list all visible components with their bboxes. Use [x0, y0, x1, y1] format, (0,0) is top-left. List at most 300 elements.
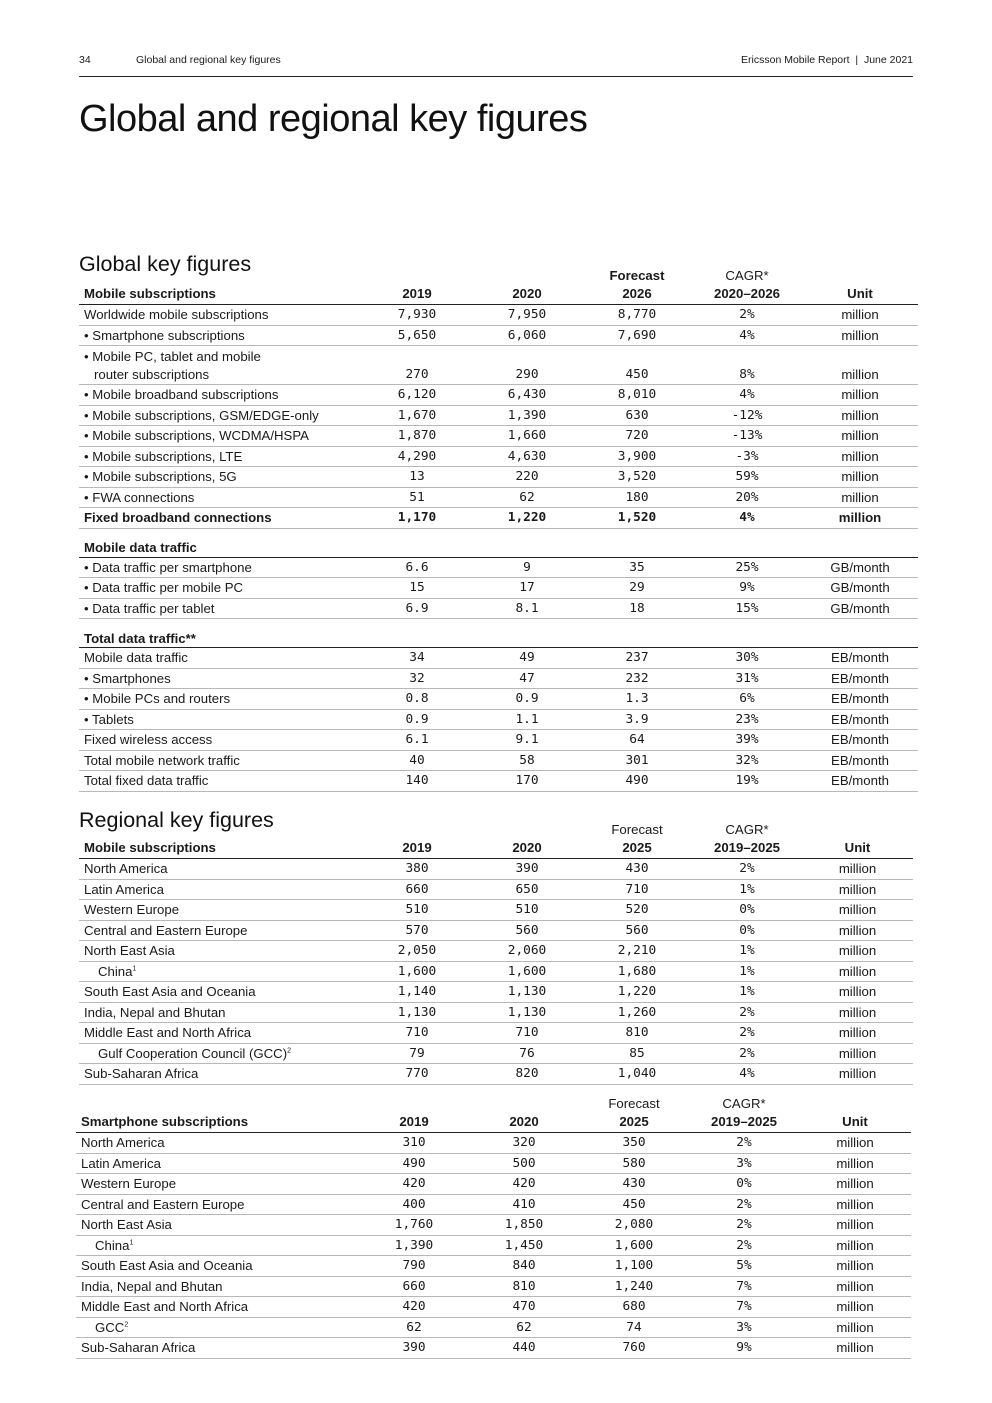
- table-row: [79, 750, 918, 771]
- cagr-range: 2020–2026: [713, 286, 780, 301]
- row-label-text: India, Nepal and Bhutan: [81, 1278, 223, 1294]
- row-label: [79, 487, 362, 508]
- cell-year-1: 5,650: [362, 325, 472, 346]
- cell-year-2: 290: [472, 346, 582, 385]
- cell-unit: million: [802, 305, 918, 326]
- cell-year-2: 17: [472, 578, 582, 599]
- table-row: [79, 426, 918, 447]
- cell-year-1: 62: [359, 1317, 469, 1338]
- row-label-text: China: [98, 963, 133, 979]
- row-label-text: Sub-Saharan Africa: [81, 1340, 196, 1356]
- row-label-text: North East Asia: [81, 1217, 172, 1233]
- cell-year-2: 390: [472, 859, 582, 880]
- cell-year-2: 470: [469, 1297, 579, 1318]
- cell-year-1: 490: [359, 1153, 469, 1174]
- cell-year-2: 1,130: [472, 982, 582, 1003]
- row-label-text: • Data traffic per tablet: [84, 600, 215, 616]
- cell-year-1: 770: [362, 1064, 472, 1085]
- cell-cagr: 0%: [689, 1174, 799, 1195]
- mobile-data-traffic-subheading: [79, 528, 918, 557]
- table-row: [79, 1023, 913, 1044]
- regional-key-figures-heading: Regional key figures: [79, 808, 274, 832]
- column-header-year-2: 2020: [469, 1095, 579, 1133]
- cell-year-1: 40: [362, 750, 472, 771]
- column-header-cagr: [692, 267, 802, 305]
- row-label: [76, 1215, 359, 1236]
- cell-forecast: 8,010: [582, 385, 692, 406]
- cell-unit: million: [799, 1297, 911, 1318]
- cell-forecast: 237: [582, 648, 692, 669]
- row-label-text: South East Asia and Oceania: [84, 984, 256, 1000]
- cell-unit: EB/month: [802, 689, 918, 710]
- table-row: [76, 1153, 911, 1174]
- row-label-text: Gulf Cooperation Council (GCC): [98, 1045, 288, 1061]
- table-row: [79, 982, 913, 1003]
- cell-forecast: 430: [582, 859, 692, 880]
- column-header-year-1: 2019: [359, 1095, 469, 1133]
- table-row: [79, 709, 918, 730]
- cell-cagr: 2%: [692, 1023, 802, 1044]
- row-label: [79, 325, 362, 346]
- cell-unit: million: [799, 1194, 911, 1215]
- cagr-label: CAGR*: [725, 268, 769, 283]
- row-label: [79, 879, 362, 900]
- cell-year-2: 76: [472, 1043, 582, 1064]
- footnote-marker: 2: [124, 1321, 129, 1329]
- cell-cagr: 4%: [692, 508, 802, 529]
- table-row: [79, 668, 918, 689]
- column-header-forecast: [579, 1095, 689, 1133]
- column-header-year-1: 2019: [362, 821, 472, 859]
- forecast-label: Forecast: [611, 822, 663, 837]
- cell-year-1: 380: [362, 859, 472, 880]
- table-row: [76, 1215, 911, 1236]
- column-header-label: Mobile subscriptions: [79, 821, 362, 859]
- cell-year-1: 32: [362, 668, 472, 689]
- cell-forecast: 720: [582, 426, 692, 447]
- row-label: [79, 446, 362, 467]
- column-header-unit: Unit: [802, 821, 913, 859]
- column-header-year-1: 2019: [362, 267, 472, 305]
- row-label: [79, 709, 362, 730]
- cell-year-1: 1,130: [362, 1002, 472, 1023]
- cell-forecast: 7,690: [582, 325, 692, 346]
- cell-cagr: 1%: [692, 941, 802, 962]
- cell-forecast: 35: [582, 557, 692, 578]
- row-label-text: • Data traffic per smartphone: [84, 559, 252, 575]
- row-label: [79, 689, 362, 710]
- table-row: [79, 305, 918, 326]
- cell-forecast: 18: [582, 598, 692, 619]
- cell-year-2: 9.1: [472, 730, 582, 751]
- cell-forecast: 1,680: [582, 961, 692, 982]
- cell-forecast: 450: [582, 346, 692, 385]
- cell-cagr: 15%: [692, 598, 802, 619]
- cell-cagr: 3%: [689, 1317, 799, 1338]
- column-header-label: Mobile subscriptions: [79, 267, 362, 305]
- row-label-continued: router subscriptions: [94, 367, 210, 382]
- cell-forecast: 1,240: [579, 1276, 689, 1297]
- cell-unit: million: [802, 879, 913, 900]
- report-name: Ericsson Mobile Report | June 2021: [741, 54, 913, 66]
- table-row: [79, 961, 913, 982]
- cell-year-2: 510: [472, 900, 582, 921]
- cell-year-2: 1,850: [469, 1215, 579, 1236]
- cell-year-1: 6.1: [362, 730, 472, 751]
- row-label-text: Worldwide mobile subscriptions: [84, 307, 269, 323]
- cell-year-1: 660: [362, 879, 472, 900]
- cell-year-2: 7,950: [472, 305, 582, 326]
- cell-cagr: 39%: [692, 730, 802, 751]
- cell-unit: million: [802, 859, 913, 880]
- cell-cagr: 25%: [692, 557, 802, 578]
- table-row: [79, 1043, 913, 1064]
- cell-unit: million: [799, 1317, 911, 1338]
- cell-forecast: 810: [582, 1023, 692, 1044]
- cell-forecast: 1,040: [582, 1064, 692, 1085]
- cagr-range: 2019–2025: [710, 1114, 777, 1129]
- cell-unit: GB/month: [802, 557, 918, 578]
- cell-forecast: 64: [582, 730, 692, 751]
- cell-cagr: -13%: [692, 426, 802, 447]
- cell-cagr: 3%: [689, 1153, 799, 1174]
- cell-forecast: 520: [582, 900, 692, 921]
- cell-year-1: 1,600: [362, 961, 472, 982]
- cell-forecast: 8,770: [582, 305, 692, 326]
- row-label: [79, 900, 362, 921]
- cell-cagr: 32%: [692, 750, 802, 771]
- table-row: [79, 557, 918, 578]
- cell-year-1: 1,170: [362, 508, 472, 529]
- row-label-text: • Mobile subscriptions, GSM/EDGE-only: [84, 407, 319, 423]
- cell-forecast: 85: [582, 1043, 692, 1064]
- cell-cagr: 4%: [692, 1064, 802, 1085]
- cell-cagr: 7%: [689, 1276, 799, 1297]
- cell-unit: million: [799, 1256, 911, 1277]
- cell-cagr: 19%: [692, 771, 802, 792]
- total-data-traffic-subheading-label: Total data traffic**: [79, 619, 918, 648]
- table-row: [79, 879, 913, 900]
- cell-year-2: 440: [469, 1338, 579, 1359]
- row-label-text: • Mobile PC, tablet and mobile: [84, 349, 261, 364]
- cell-cagr: 4%: [692, 385, 802, 406]
- footnote-marker: 1: [129, 1239, 134, 1247]
- cell-year-1: 400: [359, 1194, 469, 1215]
- row-label: [79, 598, 362, 619]
- cell-cagr: 2%: [689, 1235, 799, 1256]
- cell-unit: million: [802, 920, 913, 941]
- column-header-year-2: 2020: [472, 267, 582, 305]
- cell-forecast: 1,520: [582, 508, 692, 529]
- cell-unit: million: [799, 1276, 911, 1297]
- column-header-year-2: 2020: [472, 821, 582, 859]
- cell-unit: million: [802, 1002, 913, 1023]
- cell-unit: million: [802, 1064, 913, 1085]
- row-label-text: • Tablets: [84, 711, 134, 727]
- table-row: [79, 598, 918, 619]
- cell-year-2: 710: [472, 1023, 582, 1044]
- cell-unit: million: [799, 1235, 911, 1256]
- cell-cagr: 59%: [692, 467, 802, 488]
- cell-forecast: 350: [579, 1133, 689, 1154]
- cell-unit: EB/month: [802, 668, 918, 689]
- cell-year-2: 1,130: [472, 1002, 582, 1023]
- table-row: [79, 730, 918, 751]
- cell-forecast: 1,600: [579, 1235, 689, 1256]
- cell-cagr: 1%: [692, 961, 802, 982]
- cell-forecast: 180: [582, 487, 692, 508]
- regional-mobile-subscriptions-table: [79, 821, 913, 1085]
- row-label: [79, 305, 362, 326]
- row-label-text: Western Europe: [84, 902, 180, 918]
- cell-year-1: 390: [359, 1338, 469, 1359]
- mobile-data-traffic-subheading-label: Mobile data traffic: [79, 528, 918, 557]
- cell-year-1: 790: [359, 1256, 469, 1277]
- cell-cagr: 1%: [692, 879, 802, 900]
- cell-unit: million: [802, 487, 918, 508]
- cell-forecast: 490: [582, 771, 692, 792]
- cell-year-1: 420: [359, 1174, 469, 1195]
- cell-year-2: 2,060: [472, 941, 582, 962]
- table-row: [76, 1174, 911, 1195]
- footnote-marker: 2: [287, 1047, 292, 1055]
- cell-forecast: 760: [579, 1338, 689, 1359]
- cell-year-1: 510: [362, 900, 472, 921]
- row-label: [79, 730, 362, 751]
- table-row: [76, 1235, 911, 1256]
- cell-unit: GB/month: [802, 578, 918, 599]
- cell-cagr: 2%: [689, 1133, 799, 1154]
- row-label: [79, 920, 362, 941]
- row-label-text: Total mobile network traffic: [84, 752, 240, 768]
- cell-year-1: 6.9: [362, 598, 472, 619]
- row-label-text: North America: [84, 861, 168, 877]
- row-label: [79, 668, 362, 689]
- cell-cagr: 8%: [692, 346, 802, 385]
- table-header-row: [79, 821, 913, 859]
- cell-unit: million: [802, 961, 913, 982]
- cell-year-1: 0.8: [362, 689, 472, 710]
- cell-unit: GB/month: [802, 598, 918, 619]
- column-header-unit: Unit: [799, 1095, 911, 1133]
- row-label-text: Total fixed data traffic: [84, 773, 209, 789]
- cell-year-1: 1,760: [359, 1215, 469, 1236]
- cell-year-2: 1.1: [472, 709, 582, 730]
- running-section-name: Global and regional key figures: [136, 54, 281, 66]
- row-label-text: Latin America: [84, 881, 164, 897]
- table-row: [79, 859, 913, 880]
- table-header-row: [76, 1095, 911, 1133]
- total-data-traffic-subheading: [79, 619, 918, 648]
- cell-year-1: 1,670: [362, 405, 472, 426]
- cell-year-2: 62: [472, 487, 582, 508]
- row-label: [76, 1317, 359, 1338]
- row-label-text: Middle East and North Africa: [84, 1025, 252, 1041]
- cagr-label: CAGR*: [725, 822, 769, 837]
- row-label-text: • Smartphones: [84, 670, 171, 686]
- cell-cagr: 30%: [692, 648, 802, 669]
- cell-year-2: 6,060: [472, 325, 582, 346]
- cell-unit: million: [799, 1133, 911, 1154]
- row-label: [79, 1002, 362, 1023]
- cell-year-2: 170: [472, 771, 582, 792]
- row-label-text: • Mobile subscriptions, WCDMA/HSPA: [84, 428, 309, 444]
- cell-unit: million: [802, 405, 918, 426]
- cell-unit: million: [802, 508, 918, 529]
- row-label-text: Central and Eastern Europe: [84, 922, 248, 938]
- cell-year-1: 710: [362, 1023, 472, 1044]
- cell-unit: EB/month: [802, 709, 918, 730]
- row-label-text: • FWA connections: [84, 489, 195, 505]
- cell-forecast: 3,900: [582, 446, 692, 467]
- cell-unit: million: [802, 385, 918, 406]
- table-row: [76, 1276, 911, 1297]
- table-row: [79, 648, 918, 669]
- column-header-forecast: [582, 267, 692, 305]
- cell-forecast: 1,100: [579, 1256, 689, 1277]
- row-label: [79, 405, 362, 426]
- regional-smartphone-subscriptions-table: [76, 1095, 911, 1359]
- table-row: [79, 1002, 913, 1023]
- forecast-label: Forecast: [608, 1096, 660, 1111]
- cell-cagr: 0%: [692, 920, 802, 941]
- cell-year-2: 560: [472, 920, 582, 941]
- table-row: [79, 578, 918, 599]
- cell-year-2: 1,660: [472, 426, 582, 447]
- row-label: [76, 1276, 359, 1297]
- row-label-text: • Mobile broadband subscriptions: [84, 387, 279, 403]
- cell-year-2: 1,450: [469, 1235, 579, 1256]
- cell-year-2: 58: [472, 750, 582, 771]
- cell-year-1: 1,870: [362, 426, 472, 447]
- cell-year-2: 650: [472, 879, 582, 900]
- row-label: [79, 941, 362, 962]
- cell-year-1: 1,390: [359, 1235, 469, 1256]
- cell-unit: million: [802, 1023, 913, 1044]
- row-label: [79, 750, 362, 771]
- cell-year-1: 310: [359, 1133, 469, 1154]
- cell-year-2: 4,630: [472, 446, 582, 467]
- cell-year-1: 270: [362, 346, 472, 385]
- column-header-label: Smartphone subscriptions: [76, 1095, 359, 1133]
- row-label-text: South East Asia and Oceania: [81, 1258, 253, 1274]
- cell-year-2: 1,220: [472, 508, 582, 529]
- cell-year-2: 8.1: [472, 598, 582, 619]
- cell-forecast: 74: [579, 1317, 689, 1338]
- row-label-text: Middle East and North Africa: [81, 1299, 249, 1315]
- row-label-text: GCC: [95, 1319, 125, 1335]
- row-label: [79, 961, 362, 982]
- cell-cagr: 2%: [692, 1043, 802, 1064]
- cell-cagr: 9%: [692, 578, 802, 599]
- cell-cagr: 7%: [689, 1297, 799, 1318]
- cell-year-2: 9: [472, 557, 582, 578]
- table-row: [79, 771, 918, 792]
- cell-cagr: -12%: [692, 405, 802, 426]
- cell-year-1: 1,140: [362, 982, 472, 1003]
- cell-forecast: 2,080: [579, 1215, 689, 1236]
- cell-year-2: 840: [469, 1256, 579, 1277]
- cell-cagr: 31%: [692, 668, 802, 689]
- cell-year-2: 320: [469, 1133, 579, 1154]
- cell-forecast: 1,260: [582, 1002, 692, 1023]
- row-label-text: Latin America: [81, 1155, 161, 1171]
- cell-unit: million: [799, 1338, 911, 1359]
- table-row: [76, 1317, 911, 1338]
- row-label-text: Fixed broadband connections: [84, 510, 272, 526]
- cell-unit: million: [799, 1174, 911, 1195]
- table-row: [76, 1338, 911, 1359]
- row-label-text: • Mobile subscriptions, 5G: [84, 469, 237, 485]
- cell-unit: million: [799, 1153, 911, 1174]
- cell-year-2: 420: [469, 1174, 579, 1195]
- page-title: Global and regional key figures: [79, 98, 588, 140]
- cell-cagr: 2%: [692, 305, 802, 326]
- row-label: [76, 1256, 359, 1277]
- row-label-text: North East Asia: [84, 943, 175, 959]
- row-label-text: Western Europe: [81, 1176, 177, 1192]
- cell-year-1: 660: [359, 1276, 469, 1297]
- cell-forecast: 232: [582, 668, 692, 689]
- cell-forecast: 29: [582, 578, 692, 599]
- row-label-text: • Data traffic per mobile PC: [84, 580, 244, 596]
- cell-year-1: 2,050: [362, 941, 472, 962]
- cell-unit: million: [802, 941, 913, 962]
- cell-cagr: 5%: [689, 1256, 799, 1277]
- table-row: [76, 1133, 911, 1154]
- row-label: [79, 346, 362, 385]
- row-label: [79, 648, 362, 669]
- row-label: [79, 1043, 362, 1064]
- page-number: 34: [79, 54, 91, 66]
- row-label: [79, 982, 362, 1003]
- table-row: [79, 689, 918, 710]
- cell-year-2: 47: [472, 668, 582, 689]
- cell-unit: million: [802, 900, 913, 921]
- cell-year-2: 820: [472, 1064, 582, 1085]
- running-header: [79, 52, 913, 77]
- table-row: [79, 405, 918, 426]
- cell-unit: million: [799, 1215, 911, 1236]
- cell-forecast: 710: [582, 879, 692, 900]
- cell-forecast: 1,220: [582, 982, 692, 1003]
- row-label: [79, 1023, 362, 1044]
- table-header-row: [79, 267, 918, 305]
- row-label-text: Central and Eastern Europe: [81, 1196, 245, 1212]
- cell-cagr: 2%: [692, 859, 802, 880]
- cell-year-1: 570: [362, 920, 472, 941]
- table-row: [79, 900, 913, 921]
- cagr-label: CAGR*: [722, 1096, 766, 1111]
- cell-unit: million: [802, 346, 918, 385]
- forecast-year: 2026: [622, 286, 652, 301]
- cell-year-2: 62: [469, 1317, 579, 1338]
- cell-year-1: 4,290: [362, 446, 472, 467]
- cell-unit: million: [802, 982, 913, 1003]
- cell-unit: million: [802, 426, 918, 447]
- cell-unit: million: [802, 1043, 913, 1064]
- table-row: [79, 325, 918, 346]
- cell-unit: EB/month: [802, 771, 918, 792]
- footnote-marker: 1: [132, 965, 137, 973]
- cell-year-2: 500: [469, 1153, 579, 1174]
- row-label: [76, 1174, 359, 1195]
- forecast-label: Forecast: [609, 268, 665, 283]
- row-label: [79, 385, 362, 406]
- row-label: [79, 557, 362, 578]
- table-row: [76, 1194, 911, 1215]
- table-row: [79, 487, 918, 508]
